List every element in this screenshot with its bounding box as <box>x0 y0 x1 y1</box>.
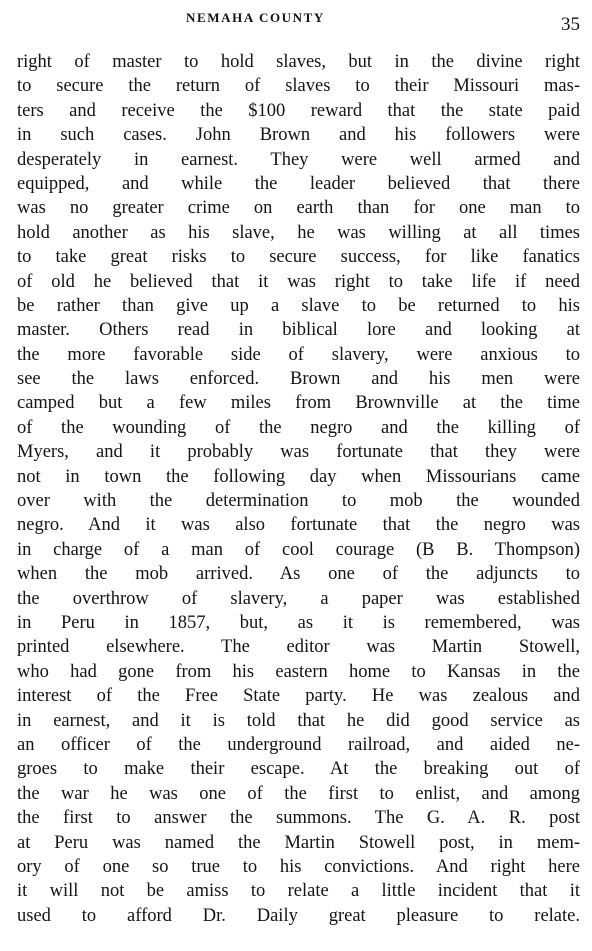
text-line: be rather than give up a slave to be returned to his <box>17 295 580 316</box>
text-line: printed elsewhere. The editor was Martin Stowell, <box>17 637 580 658</box>
text-line: negro. And it was also fortunate that the negro was <box>17 515 580 536</box>
text-line: the war he was one of the first to enlist, and among <box>17 783 580 804</box>
text-line: who had gone from his eastern home to Kansas in the <box>17 661 580 682</box>
body-text <box>17 50 580 928</box>
text-line: equipped, and while the leader believed that there <box>17 173 580 194</box>
text-line: at Peru was named the Martin Stowell post, in mem- <box>17 832 580 853</box>
running-head <box>0 10 592 34</box>
text-line: in earnest, and it is told that he did good service as <box>17 710 580 731</box>
text-line: Myers, and it probably was fortunate that they were <box>17 442 580 463</box>
text-line: of the wounding of the negro and the killing of <box>17 417 580 438</box>
text-line: desperately in earnest. They were well armed and <box>17 149 580 170</box>
text-line: in such cases. John Brown and his followers were <box>17 125 580 146</box>
text-line: master. Others read in biblical lore and looking at <box>17 320 580 341</box>
text-line: right of master to hold slaves, but in the divine right <box>17 52 580 72</box>
text-line: to secure the return of slaves to their Missouri mas- <box>17 76 580 97</box>
text-line: ory of one so true to his convictions. And right here <box>17 856 580 877</box>
text-line: groes to make their escape. At the breaking out of <box>17 759 580 780</box>
text-line: of old he believed that it was right to take life if need <box>17 271 580 292</box>
text-line: the first to answer the summons. The G. A. R. post <box>17 808 580 829</box>
text-line: when the mob arrived. As one of the adjuncts to <box>17 564 580 585</box>
text-line: camped but a few miles from Brownville at the time <box>17 393 580 414</box>
text-line: was no greater crime on earth than for one man to <box>17 198 580 219</box>
text-line: it will not be amiss to relate a little incident that it <box>17 881 580 902</box>
text-line: the more favorable side of slavery, were anxious to <box>17 344 580 365</box>
text-line: interest of the Free State party. He was zealous and <box>17 686 580 707</box>
text-line: hold another as his slave, he was willing at all times <box>17 222 580 243</box>
text-line: see the laws enforced. Brown and his men were <box>17 369 580 390</box>
page-number: 35 <box>561 14 580 35</box>
text-line: over with the determination to mob the wounded <box>17 491 580 512</box>
text-line: used to afford Dr. Daily great pleasure to relate. <box>17 905 580 926</box>
text-line: the overthrow of slavery, a paper was established <box>17 588 580 609</box>
text-line: in charge of a man of cool courage (B B. Thompson) <box>17 539 580 560</box>
text-line: in Peru in 1857, but, as it is remembered, was <box>17 612 580 633</box>
text-line: not in town the following day when Missourians came <box>17 466 580 487</box>
text-line: an officer of the underground railroad, and aided ne- <box>17 734 580 755</box>
running-title: NEMAHA COUNTY <box>186 10 325 25</box>
text-line: ters and receive the $100 reward that the state paid <box>17 100 580 121</box>
text-line: to take great risks to secure success, for like fanatics <box>17 247 580 268</box>
